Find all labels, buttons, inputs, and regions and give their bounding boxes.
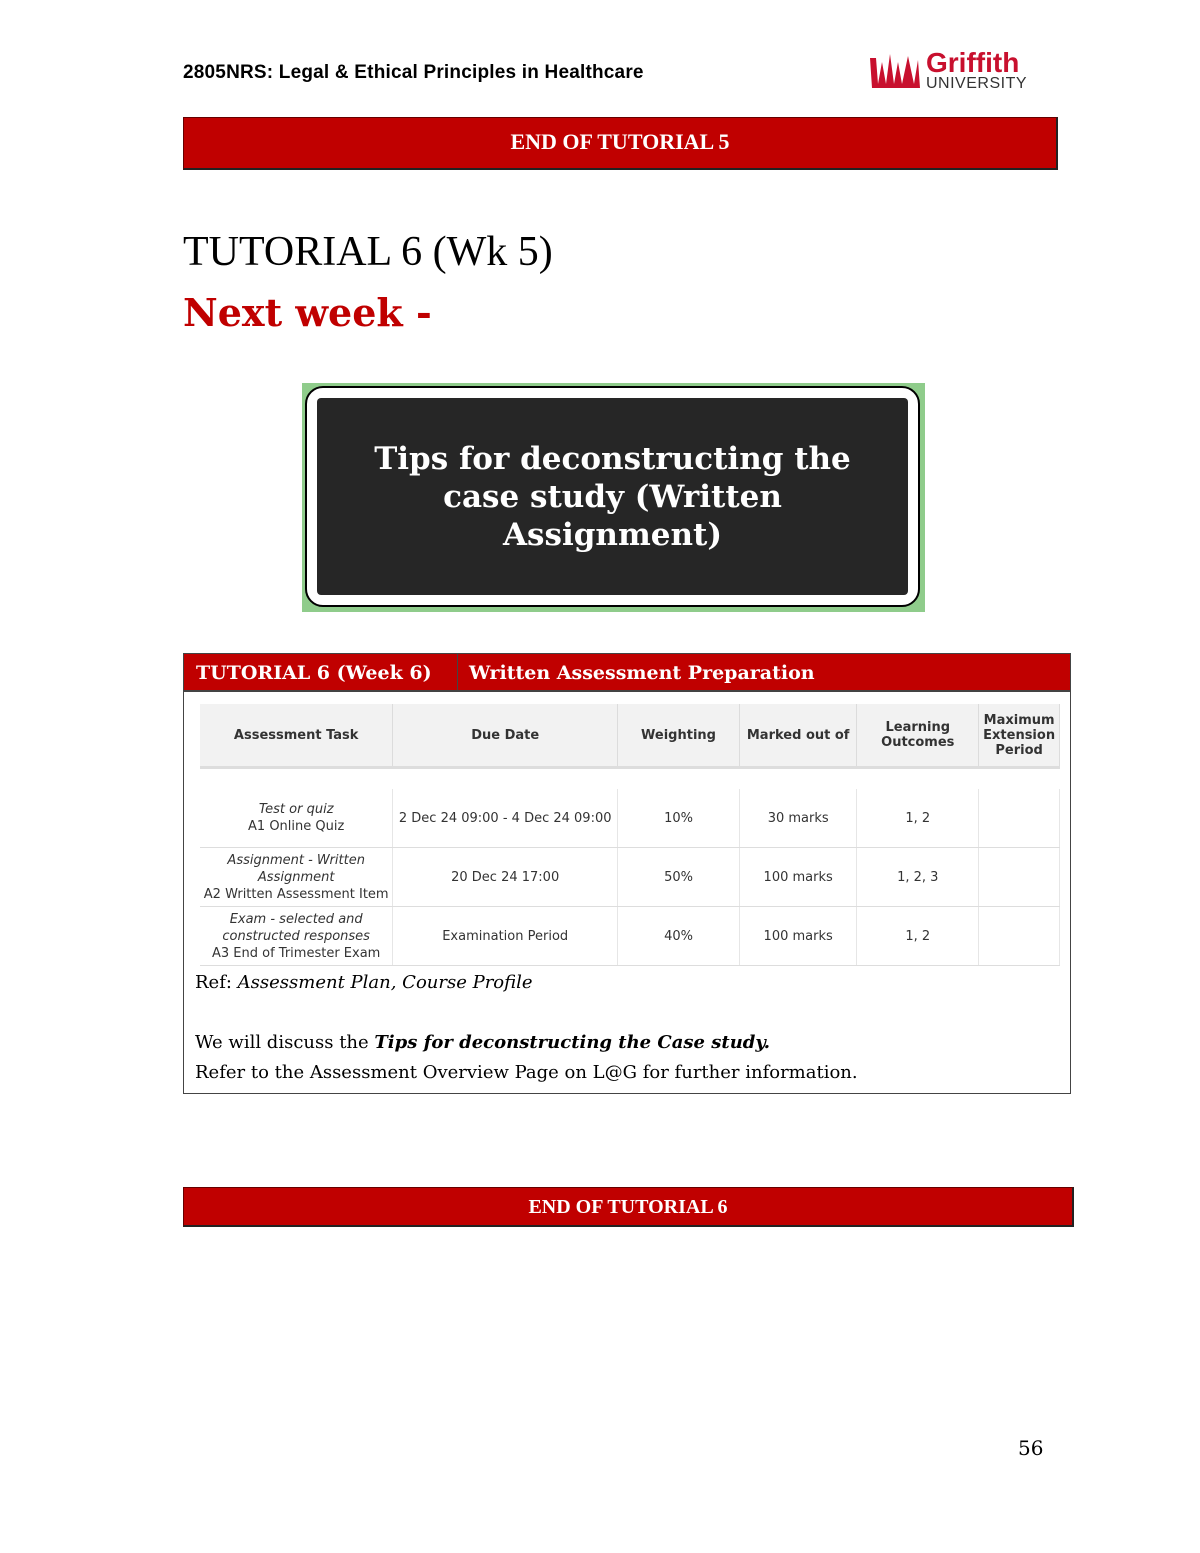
tips-image-text: Tips for deconstructing the case study (Written Assignment) — [374, 440, 851, 553]
marked-out-of: 100 marks — [740, 907, 857, 966]
ref-text: Assessment Plan, Course Profile — [237, 972, 533, 993]
tutorial-title: TUTORIAL 6 (Wk 5) — [183, 229, 553, 275]
refer-line: Refer to the Assessment Overview Page on L@G for further information. — [195, 1062, 858, 1083]
logo-wordmark: Griffith — [926, 47, 1020, 78]
col-marked-out-of: Marked out of — [740, 704, 857, 768]
weighting: 10% — [618, 789, 740, 848]
task-name: A2 Written Assessment Item — [203, 886, 389, 902]
discuss-emphasis: Tips for deconstructing the Case study. — [374, 1032, 771, 1053]
end-of-tutorial-6-banner: END OF TUTORIAL 6 — [183, 1187, 1074, 1227]
max-extension — [979, 848, 1060, 907]
table-row — [200, 848, 1060, 907]
learning-outcomes: 1, 2 — [857, 789, 979, 848]
end-of-tutorial-5-banner: END OF TUTORIAL 5 — [183, 117, 1058, 170]
max-extension — [979, 907, 1060, 966]
tips-image — [302, 383, 925, 612]
table-header-row — [200, 704, 1060, 768]
discuss-prefix: We will discuss the — [195, 1032, 369, 1053]
task-name: A3 End of Trimester Exam — [212, 945, 381, 961]
box-header-right: Written Assessment Preparation — [469, 662, 815, 684]
reference-line — [195, 972, 533, 993]
course-title: 2805NRS: Legal & Ethical Principles in Healthcare — [183, 62, 644, 83]
col-assessment-task: Assessment Task — [200, 704, 393, 768]
due-date: 2 Dec 24 09:00 - 4 Dec 24 09:00 — [393, 789, 618, 848]
tutorial-6-box — [183, 653, 1071, 1094]
learning-outcomes: 1, 2, 3 — [857, 848, 979, 907]
griffith-logo — [868, 48, 1038, 94]
griffith-emblem-icon — [868, 48, 922, 92]
weighting: 40% — [618, 907, 740, 966]
task-type: Assignment - Written Assignment — [227, 852, 365, 885]
box-header — [184, 654, 1070, 692]
col-weighting: Weighting — [618, 704, 740, 768]
task-type: Exam - selected and constructed responses — [222, 911, 370, 944]
table-row — [200, 907, 1060, 966]
box-header-left: TUTORIAL 6 (Week 6) — [196, 662, 432, 684]
col-learning-outcomes: Learning Outcomes — [857, 704, 979, 768]
due-date: Examination Period — [393, 907, 618, 966]
marked-out-of: 30 marks — [740, 789, 857, 848]
ref-label: Ref: — [195, 972, 232, 993]
task-name: A1 Online Quiz — [248, 819, 345, 834]
col-max-extension: Maximum Extension Period — [979, 704, 1060, 768]
weighting: 50% — [618, 848, 740, 907]
learning-outcomes: 1, 2 — [857, 907, 979, 966]
table-row — [200, 789, 1060, 848]
task-type: Test or quiz — [258, 802, 334, 817]
assessment-table — [200, 704, 1060, 966]
col-due-date: Due Date — [393, 704, 618, 768]
discussion-line — [195, 1032, 770, 1053]
logo-subtitle: UNIVERSITY — [926, 75, 1028, 92]
max-extension — [979, 789, 1060, 848]
page-number: 56 — [1018, 1436, 1044, 1460]
next-week-heading: Next week - — [183, 290, 432, 335]
marked-out-of: 100 marks — [740, 848, 857, 907]
due-date: 20 Dec 24 17:00 — [393, 848, 618, 907]
